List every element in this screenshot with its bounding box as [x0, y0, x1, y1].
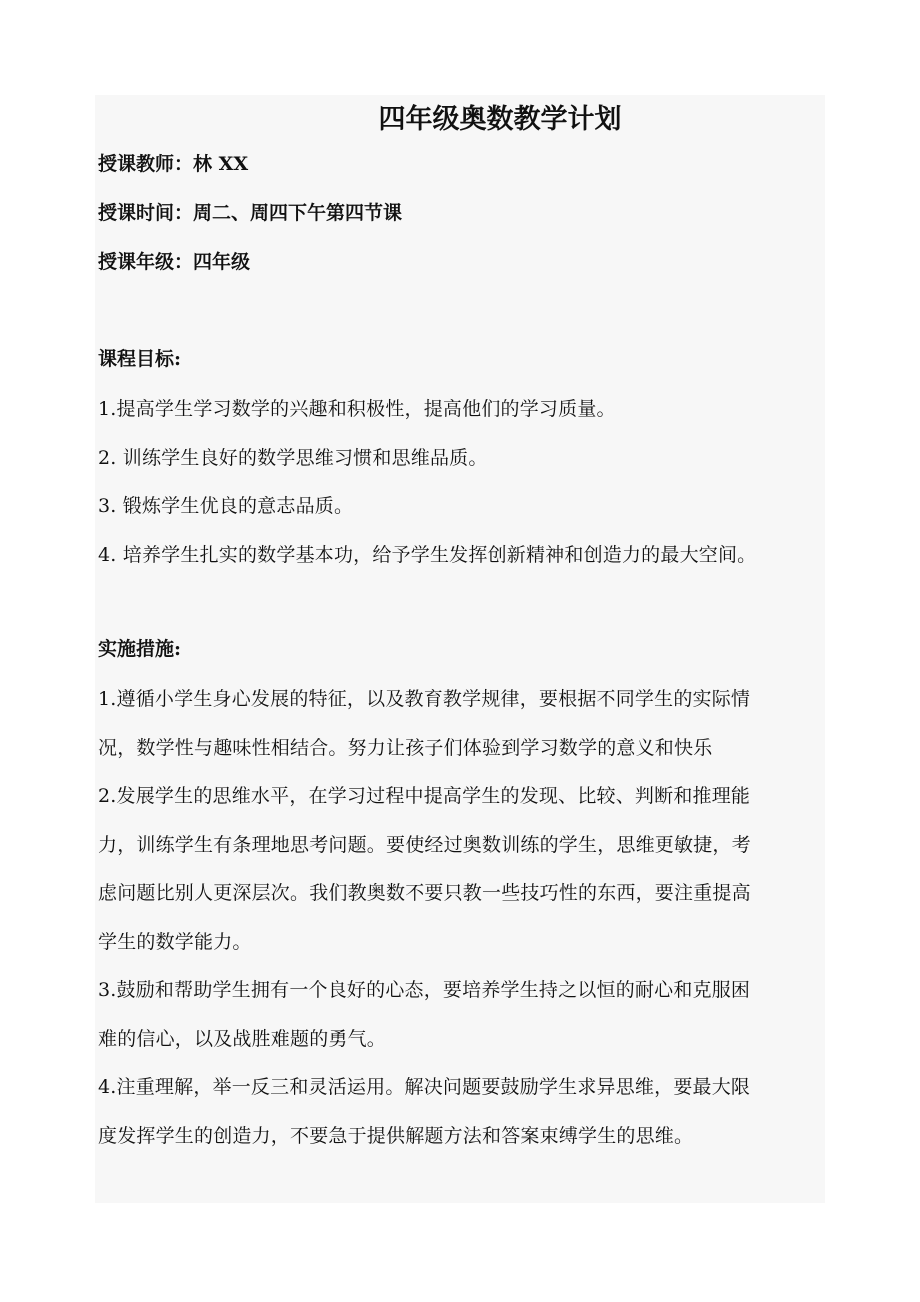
measure-line: 难的信心，以及战胜难题的勇气。	[98, 1027, 387, 1050]
measure-line: 1.遵循小学生身心发展的特征，以及教育教学规律，要根据不同学生的实际情	[98, 688, 751, 710]
measure-line: 度发挥学生的创造力，不要急于提供解题方法和答案束缚学生的思维。	[98, 1124, 694, 1147]
goal-item: 4. 培养学生扎实的数学基本功，给予学生发挥创新精神和创造力的最大空间。	[98, 543, 757, 566]
teacher-value: 林 XX	[193, 153, 249, 175]
measure-line: 2.发展学生的思维水平，在学习过程中提高学生的发现、比较、判断和推理能	[98, 785, 751, 807]
goal-item: 1.提高学生学习数学的兴趣和积极性，提高他们的学习质量。	[98, 398, 616, 420]
teacher-label: 授课教师：	[98, 153, 194, 175]
time-value: 周二、周四下午第四节课	[193, 202, 403, 224]
teacher-line	[98, 152, 248, 176]
grade-value: 四年级	[193, 251, 251, 273]
document-page	[95, 95, 825, 1203]
goals-list	[98, 385, 828, 579]
goal-item: 2. 训练学生良好的数学思维习惯和思维品质。	[98, 446, 488, 469]
goal-item: 3. 锻炼学生优良的意志品质。	[98, 495, 354, 517]
grade-line	[98, 250, 250, 274]
measure-line: 3.鼓励和帮助学生拥有一个良好的心态，要培养学生持之以恒的耐心和克服困	[98, 979, 751, 1001]
measure-line: 力，训练学生有条理地思考问题。要使经过奥数训练的学生，思维更敏捷，考	[98, 833, 751, 856]
time-label: 授课时间：	[98, 202, 194, 224]
measure-line: 4.注重理解，举一反三和灵活运用。解决问题要鼓励学生求异思维，要最大限	[98, 1076, 751, 1098]
grade-label: 授课年级：	[98, 251, 194, 273]
goals-heading: 课程目标:	[98, 348, 182, 370]
measure-line: 学生的数学能力。	[98, 930, 252, 953]
measures-body	[98, 675, 828, 1160]
document-title: 四年级奥数教学计划	[378, 104, 622, 135]
time-line	[98, 201, 402, 225]
measures-heading: 实施措施:	[98, 638, 182, 660]
measure-line: 虑问题比别人更深层次。我们教奥数不要只教一些技巧性的东西，要注重提高	[98, 882, 751, 904]
measure-line: 况，数学性与趣味性相结合。努力让孩子们体验到学习数学的意义和快乐	[98, 736, 713, 759]
